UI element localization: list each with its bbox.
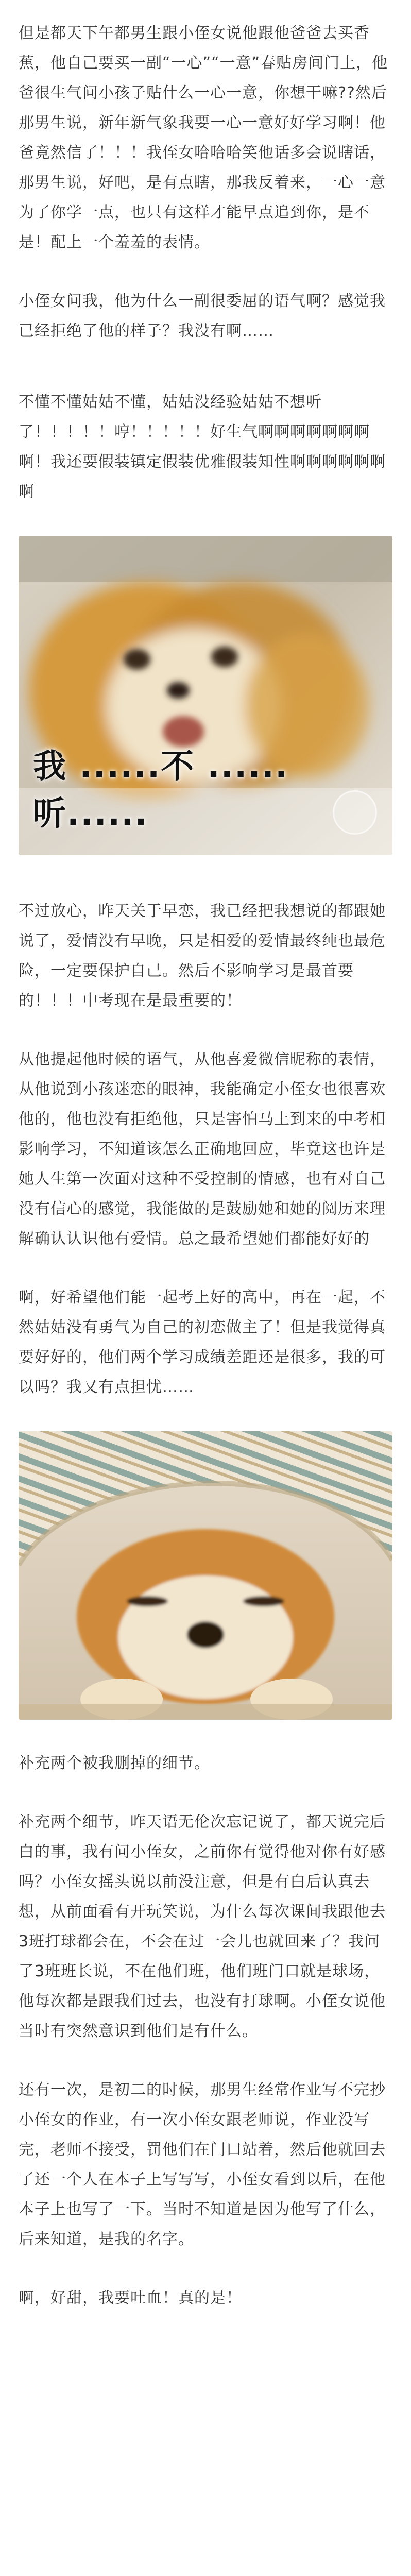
shiba-blanket-photo (19, 1431, 392, 1720)
paragraph-observation: 从他提起他时候的语气，从他喜爱微信昵称的表情，从他说到小孩迷恋的眼神，我能确定小侄女也很喜欢他的，他也没有拒绝他，只是害怕马上到来的中考相影响学习，不知道该怎么正确地回应，毕竟这也许是她人生第一次面对这种不受控制的情感，也有对自己没有信心的感觉，我能做的是鼓励她和她的阅历来理解确认认识他有爱情。总之最希望她们都能好好的 (19, 1050, 386, 1248)
watermark-logo (333, 790, 377, 835)
paragraph-niece-question: 小侄女问我，他为什么一副很委屈的语气啊？感觉我已经拒绝了他的样子？我没有啊…… (19, 292, 386, 340)
paragraph-advice: 不过放心，昨天关于早恋，我已经把我想说的都跟她说了，爱情没有早晚，只是相爱的爱情最终纯也最危险，一定要保护自己。然后不影响学习是最首要的！！！中考现在是最重要的！ (19, 902, 386, 1010)
shiba-shaking-meme (19, 536, 392, 855)
meme-caption: 我 ......不 ......听...... (33, 748, 289, 833)
paragraph-detail-one: 补充两个细节，昨天语无伦次忘记说了，都天说完后白的事，我有问小侄女，之前你有觉得他对你有好感吗？小侄女摇头说以前没注意，但是有白后认真去想，从前面看有开玩笑说，为什么每次课间我跟他去3班打球都会在，不会在过一会儿也就回来了？我问了3班班长说，不在他们班，他们班门口就是球场，他每次都是跟我们过去，也没有打球啊。小侄女说他当时有突然意识到他们是有什么。 (19, 1813, 386, 2040)
paragraph-story-banner: 但是都天下午都男生跟小侄女说他跟他爸爸去买香蕉，他自己要买一副“一心”“一意”春贴房间门上，他爸很生气问小孩子贴什么一心一意，你想干嘛??然后那男生说，新年新气象我要一心一意好好学习啊！他爸竟然信了！！！我侄女哈哈哈笑他话多会说瞎话，那男生说，好吧，是有点瞎，那我反着来，一心一意为了你学一点，也只有这样才能早点追到你，是不是！配上一个羞羞的表情。 (19, 24, 388, 251)
paragraph-hope: 啊，好希望他们能一起考上好的高中，再在一起，不然姑姑没有勇气为自己的初恋做主了！但是我觉得真要好好的，他们两个学习成绩差距还是很多，我的可以吗？我又有点担忧…… (19, 1289, 386, 1396)
paragraph-supplement-intro: 补充两个被我删掉的细节。 (19, 1754, 210, 1772)
paragraph-aunt-reaction: 不懂不懂姑姑不懂，姑姑没经验姑姑不想听了！！！！！哼！！！！！好生气啊啊啊啊啊啊啊啊！我还要假装镇定假装优雅假装知性啊啊啊啊啊啊啊 (19, 393, 386, 501)
paragraph-closing: 啊，好甜，我要吐血！真的是！ (19, 2289, 242, 2307)
paragraph-detail-two: 还有一次，是初二的时候，那男生经常作业写不完抄小侄女的作业，有一次小侄女跟老师说，作业没写完，老师不接受，罚他们在门口站着，然后他就回去了还一个人在本子上写写写，小侄女看到以后，在他本子上也写了一下。当时不知道是因为他写了什么，后来知道，是我的名字。 (19, 2081, 386, 2248)
shiba-blanket-illustration (19, 1431, 392, 1720)
